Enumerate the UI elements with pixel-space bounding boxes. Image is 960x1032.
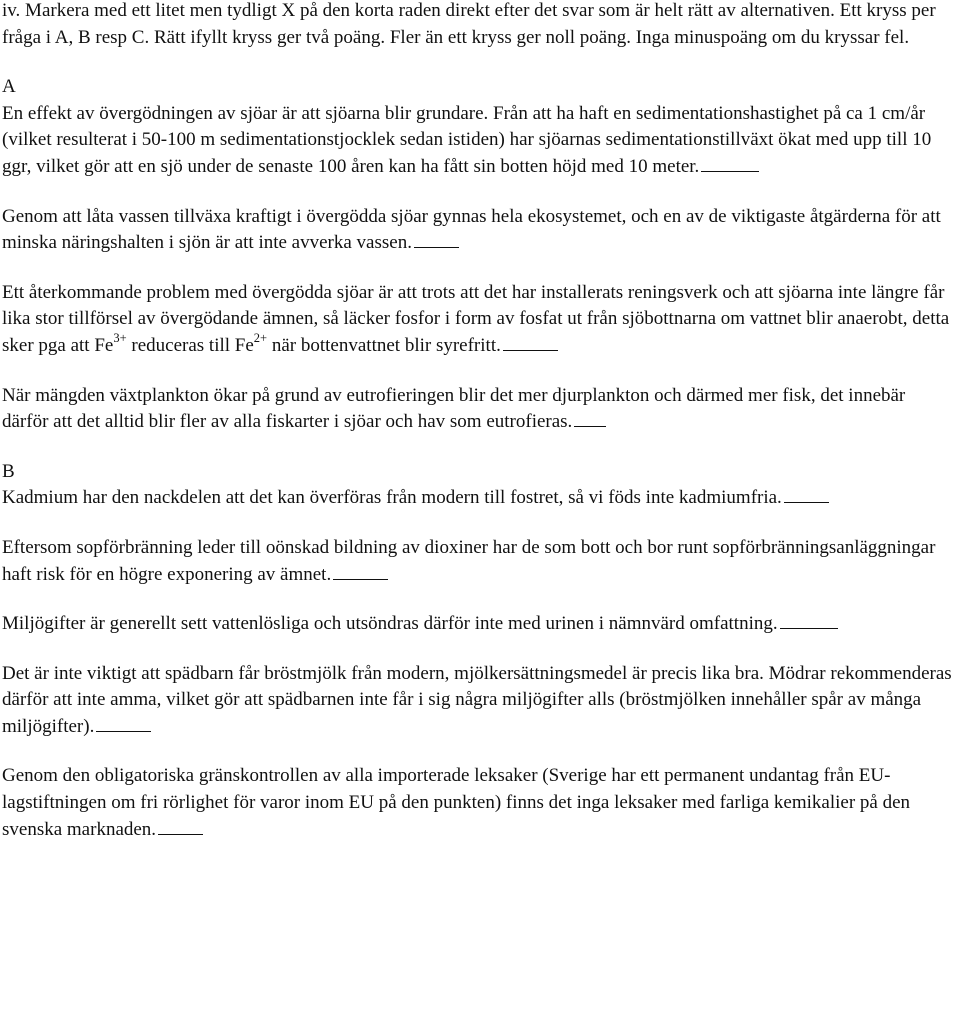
- statement-b5-text: Genom den obligatoriska gränskontrollen av alla importerade leksaker (Sverige har ett permanent undantag från EU-lagstiftningen om fri rörlighet för varor inom EU på den punkten) finns det inga leksaker med farliga kemikalier på den svenska marknaden.: [2, 765, 911, 840]
- answer-blank-a4[interactable]: [574, 425, 606, 427]
- statement-a4-text: När mängden växtplankton ökar på grund av eutrofieringen blir det mer djurplankton och därmed mer fisk, det innebär därför att det alltid blir fler av alla fiskarter i sjöar och hav som eutrofieras.: [2, 384, 906, 433]
- fe2-superscript: 2+: [253, 330, 268, 345]
- statement-b1-text: Kadmium har den nackdelen att det kan överföras från modern till fostret, så vi föds inte kadmiumfria.: [2, 487, 782, 509]
- statement-b1: [2, 485, 956, 512]
- answer-blank-a1[interactable]: [701, 170, 759, 172]
- statement-b4-text: Det är inte viktigt att spädbarn får bröstmjölk från modern, mjölkersättningsmedel är precis lika bra. Mödrar rekommenderas därför att inte amma, vilket gör att spädbarnen inte får i sig några miljögifter alls (bröstmjölken innehåller spår av många miljögifter).: [2, 662, 952, 737]
- statement-b2: [2, 535, 956, 588]
- statement-a3: [2, 280, 956, 360]
- statement-a4: [2, 383, 956, 436]
- statement-a1: [2, 101, 956, 181]
- answer-blank-b3[interactable]: [780, 627, 838, 629]
- fe3-superscript: 3+: [113, 330, 127, 345]
- section-b-label: B: [2, 460, 15, 482]
- statement-a1-text: En effekt av övergödningen av sjöar är att sjöarna blir grundare. Från att ha haft en sedimentationshastighet på ca 1 cm/år (vilket resulterat i 50-100 m sedimentationstjocklek sedan istiden) har sjöarnas sedimentationstillväxt ökat med upp till 10 ggr, vilket gör att en sjö under de senaste 100 åren kan ha fått sin botten höjd med 10 meter.: [2, 102, 932, 177]
- statement-b4: [2, 661, 956, 741]
- statement-a3-text-2: reduceras till Fe: [126, 334, 254, 356]
- answer-blank-b4[interactable]: [96, 730, 151, 732]
- statement-a3-text-1: Ett återkommande problem med övergödda sjöar är att trots att det har installerats reningsverk och att sjöarna inte längre får lika stor tillförsel av övergödande ämnen, så läcker fosfor i form av fosfat ut från sjöbottnarna om vattnet blir anaerobt, detta sker pga att Fe: [2, 281, 950, 356]
- answer-blank-b1[interactable]: [784, 501, 829, 503]
- statement-b3-text: Miljögifter är generellt sett vattenlösliga och utsöndras därför inte med urinen i nämnvärd omfattning.: [2, 613, 778, 635]
- answer-blank-a2[interactable]: [414, 246, 459, 248]
- statement-b2-text: Eftersom sopförbränning leder till oönskad bildning av dioxiner har de som bott och bor runt sopförbränningsanläggningar haft risk för en högre exponering av ämnet.: [2, 536, 936, 585]
- statement-b5: [2, 763, 956, 843]
- statement-a2: [2, 204, 956, 257]
- instructions-text: iv. Markera med ett litet men tydligt X på den korta raden direkt efter det svar som är helt rätt av alternativen. Ett kryss per fråga i A, B resp C. Rätt ifyllt kryss ger två poäng. Fler än ett kryss ger noll poäng. Inga minuspoäng om du kryssar fel.: [2, 0, 936, 48]
- answer-blank-b2[interactable]: [333, 578, 388, 580]
- statement-a2-text: Genom att låta vassen tillväxa kraftigt i övergödda sjöar gynnas hela ekosystemet, och en av de viktigaste åtgärderna för att minska näringshalten i sjön är att inte avverka vassen.: [2, 205, 941, 254]
- answer-blank-a3[interactable]: [503, 349, 558, 351]
- answer-blank-b5[interactable]: [158, 833, 203, 835]
- section-a-label: A: [2, 76, 16, 98]
- statement-a3-text-3: när bottenvattnet blir syrefritt.: [267, 334, 501, 356]
- statement-b3: [2, 611, 956, 638]
